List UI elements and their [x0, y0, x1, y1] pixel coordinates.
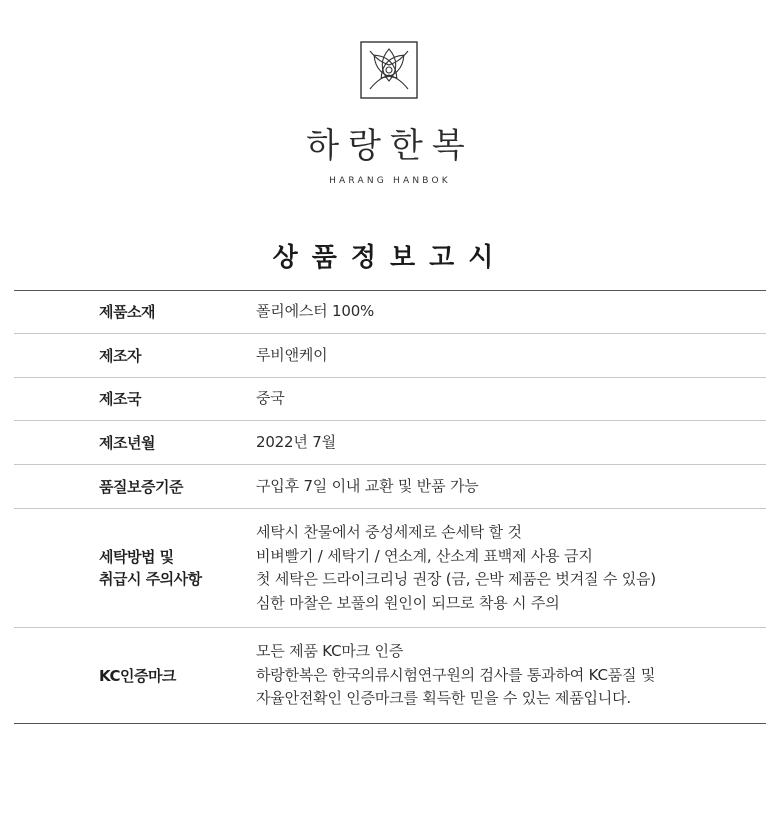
value-line: 폴리에스터 100% — [256, 302, 375, 321]
row-value — [256, 300, 766, 324]
value-line: 첫 세탁은 드라이크리닝 권장 (금, 은박 제품은 벗겨질 수 있음) — [256, 570, 656, 588]
brand-name-english: HARANG HANBOK — [329, 176, 451, 186]
value-line: 구입후 7일 이내 교환 및 반품 가능 — [256, 476, 479, 495]
row-label: KC인증마크 — [99, 666, 176, 685]
row-value — [256, 475, 766, 499]
row-label: 품질보증기준 — [99, 477, 183, 496]
value-line: 비벼빨기 / 세탁기 / 연소계, 산소계 표백제 사용 금지 — [256, 546, 593, 565]
row-value — [256, 640, 766, 711]
value-line: 하랑한복은 한국의류시험연구원의 검사를 통과하여 KC품질 및 — [256, 665, 656, 684]
table-row — [14, 627, 766, 723]
row-label — [14, 546, 256, 590]
table-row — [14, 291, 766, 333]
value-line: 중국 — [256, 389, 285, 408]
table-row — [14, 508, 766, 627]
row-value — [256, 431, 766, 455]
value-line: 세탁시 찬물에서 중성세제로 손세탁 할 것 — [256, 523, 522, 541]
page-title: 상품정보고시 — [272, 243, 508, 273]
value-line: 자율안전확인 인증마크를 획득한 믿을 수 있는 제품입니다. — [256, 689, 631, 708]
value-line: 모든 제품 KC마크 인증 — [256, 642, 404, 661]
row-label-line: 세탁방법 및 — [99, 548, 174, 566]
value-line: 2022년 7월 — [256, 432, 336, 451]
value-line: 루비앤케이 — [256, 345, 328, 364]
row-value — [256, 344, 766, 368]
row-label: 제품소재 — [99, 303, 155, 321]
product-info-table — [14, 290, 766, 724]
table-row — [14, 420, 766, 464]
table-row — [14, 464, 766, 508]
table-row — [14, 377, 766, 420]
brand-name-korean: 하랑한복 — [306, 126, 474, 166]
table-row — [14, 333, 766, 377]
row-label: 제조자 — [99, 346, 141, 365]
brand-logo-icon — [360, 41, 418, 99]
row-value — [256, 521, 766, 615]
value-line: 심한 마찰은 보풀의 원인이 되므로 착용 시 주의 — [256, 593, 560, 612]
row-label-line: 취급시 주의사항 — [99, 570, 202, 588]
row-value — [256, 387, 766, 411]
row-label: 제조국 — [99, 390, 141, 408]
row-label: 제조년월 — [99, 433, 155, 452]
